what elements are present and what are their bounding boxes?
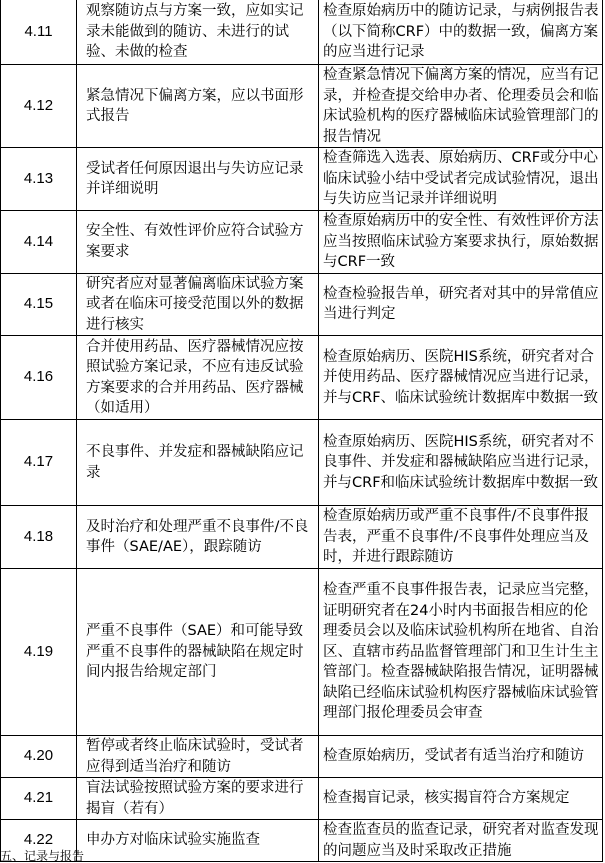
- method-cell: 检查原始病历、医院HIS系统，研究者对不良事件、并发症和器械缺陷应当进行记录，并与CRF和临床试验统计数据库中数据一致: [319, 420, 603, 506]
- item-number: 4.22: [1, 820, 77, 862]
- table-row: [1, 420, 603, 506]
- requirement-cell: 暂停或者终止临床试验时，受试者应得到适当治疗和随访: [77, 736, 319, 778]
- item-number: 4.14: [1, 211, 77, 274]
- table-row: [1, 336, 603, 420]
- method-cell: 检查原始病历中的随访记录，与病例报告表（以下简称CRF）中的数据一致，偏离方案的应当进行记录: [319, 0, 603, 65]
- method-cell: 检查揭盲记录，核实揭盲符合方案规定: [319, 778, 603, 820]
- requirement-cell: 盲法试验按照试验方案的要求进行揭盲（若有）: [77, 778, 319, 820]
- table-row: [1, 506, 603, 569]
- item-number: 4.20: [1, 736, 77, 778]
- item-number: 4.17: [1, 420, 77, 506]
- requirement-cell: 研究者应对显著偏离临床试验方案或者在临床可接受范围以外的数据进行核实: [77, 273, 319, 336]
- table-row: [1, 778, 603, 820]
- table-row: [1, 65, 603, 148]
- table-row: [1, 211, 603, 274]
- requirement-cell: 安全性、有效性评价应符合试验方案要求: [77, 211, 319, 274]
- method-cell: 检查紧急情况下偏离方案的情况，应当有记录，并检查提交给申办者、伦理委员会和临床试验机构的医疗器械临床试验管理部门的报告情况: [319, 65, 603, 148]
- item-number: 4.19: [1, 569, 77, 736]
- table-row: [1, 736, 603, 778]
- item-number: 4.21: [1, 778, 77, 820]
- table-row: [1, 273, 603, 336]
- requirement-cell: 合并使用药品、医疗器械情况应按照试验方案记录，不应有违反试验方案要求的合并用药品、医疗器械（如适用）: [77, 336, 319, 420]
- requirement-cell: 及时治疗和处理严重不良事件/不良事件（SAE/AE），跟踪随访: [77, 506, 319, 569]
- method-cell: 检查筛选入选表、原始病历、CRF或分中心临床试验小结中受试者完成试验情况，退出与失访应当记录并详细说明: [319, 148, 603, 211]
- method-cell: 检查原始病历或严重不良事件/不良事件报告表，严重不良事件/不良事件处理应当及时，并进行跟踪随访: [319, 506, 603, 569]
- method-cell: 检查原始病历，受试者有适当治疗和随访: [319, 736, 603, 778]
- item-number: 4.18: [1, 506, 77, 569]
- table-row: [1, 569, 603, 736]
- requirement-cell: 受试者任何原因退出与失访应记录并详细说明: [77, 148, 319, 211]
- item-number: 4.11: [1, 0, 77, 65]
- requirement-cell: 不良事件、并发症和器械缺陷应记录: [77, 420, 319, 506]
- table-row: [1, 148, 603, 211]
- item-number: 4.16: [1, 336, 77, 420]
- method-cell: 检查原始病历、医院HIS系统，研究者对合并使用药品、医疗器械情况应当进行记录，并与CRF、临床试验统计数据库中数据一致: [319, 336, 603, 420]
- method-cell: 检查监查员的监查记录，研究者对监查发现的问题应当及时采取改正措施: [319, 820, 603, 862]
- method-cell: 检查原始病历中的安全性、有效性评价方法应当按照临床试验方案要求执行，原始数据与CRF一致: [319, 211, 603, 274]
- next-section-heading: 五、记录与报告: [0, 849, 85, 863]
- item-number: 4.15: [1, 273, 77, 336]
- method-cell: 检查检验报告单，研究者对其中的异常值应当进行判定: [319, 273, 603, 336]
- requirement-cell: 申办方对临床试验实施监查: [77, 820, 319, 862]
- requirement-cell: 严重不良事件（SAE）和可能导致严重不良事件的器械缺陷在规定时间内报告给规定部门: [77, 569, 319, 736]
- item-number: 4.12: [1, 65, 77, 148]
- item-number: 4.13: [1, 148, 77, 211]
- requirement-cell: 观察随访点与方案一致，应如实记录未能做到的随访、未进行的试验、未做的检查: [77, 0, 319, 65]
- requirement-cell: 紧急情况下偏离方案，应以书面形式报告: [77, 65, 319, 148]
- method-cell: 检查严重不良事件报告表，记录应当完整，证明研究者在24小时内书面报告相应的伦理委员会以及临床试验机构所在地省、自治区、直辖市药品监督管理部门和卫生计生主管部门。检查器械缺陷报告情况，证明器械缺陷已经临床试验机构医疗器械临床试验管理部门报伦理委员会审查: [319, 569, 603, 736]
- table-row: [1, 0, 603, 65]
